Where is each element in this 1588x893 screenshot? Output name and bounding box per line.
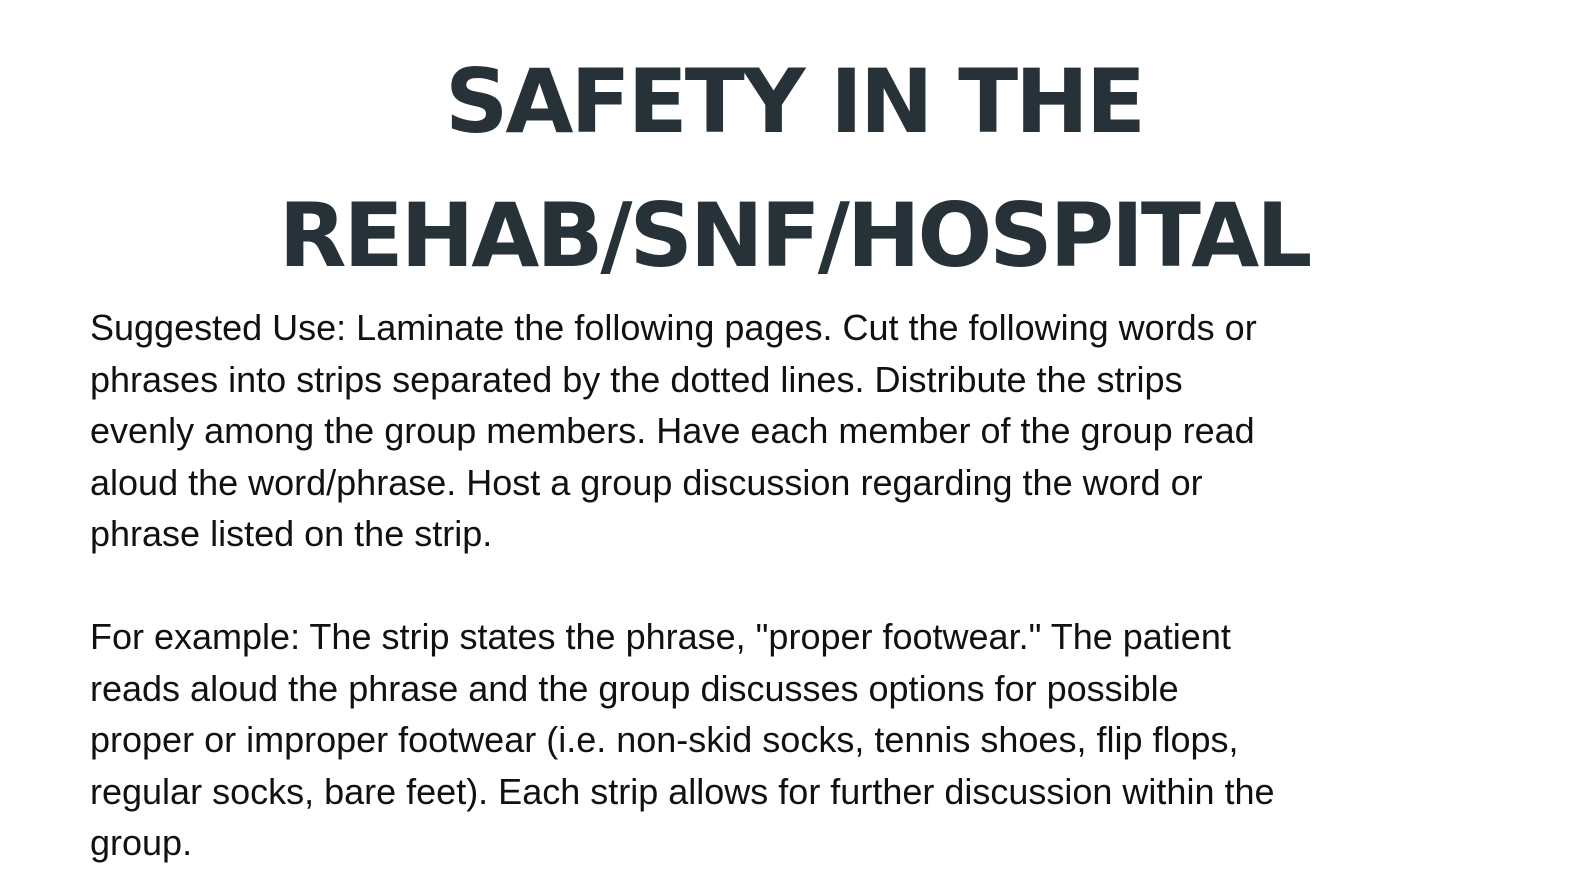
suggested-use-paragraph: Suggested Use: Laminate the following pages. Cut the following words or phrases into strips separated by the dotted lines. Distribute the strips evenly among the group members. Have each member of the group read aloud the word/phrase. Host a group discussion regarding the word or phrase listed on the strip. bbox=[90, 307, 1257, 554]
page-title-line-2: REHAB/SNF/HOSPITAL bbox=[278, 184, 1310, 287]
example-paragraph: For example: The strip states the phrase, "proper footwear." The patient reads aloud the phrase and the group discusses options for possible proper or improper footwear (i.e. non-skid socks, tennis shoes, flip flops, regular socks, bare feet). Each strip allows for further discussion within the group. bbox=[90, 616, 1275, 863]
page-title-line-1: SAFETY IN THE bbox=[445, 50, 1143, 153]
